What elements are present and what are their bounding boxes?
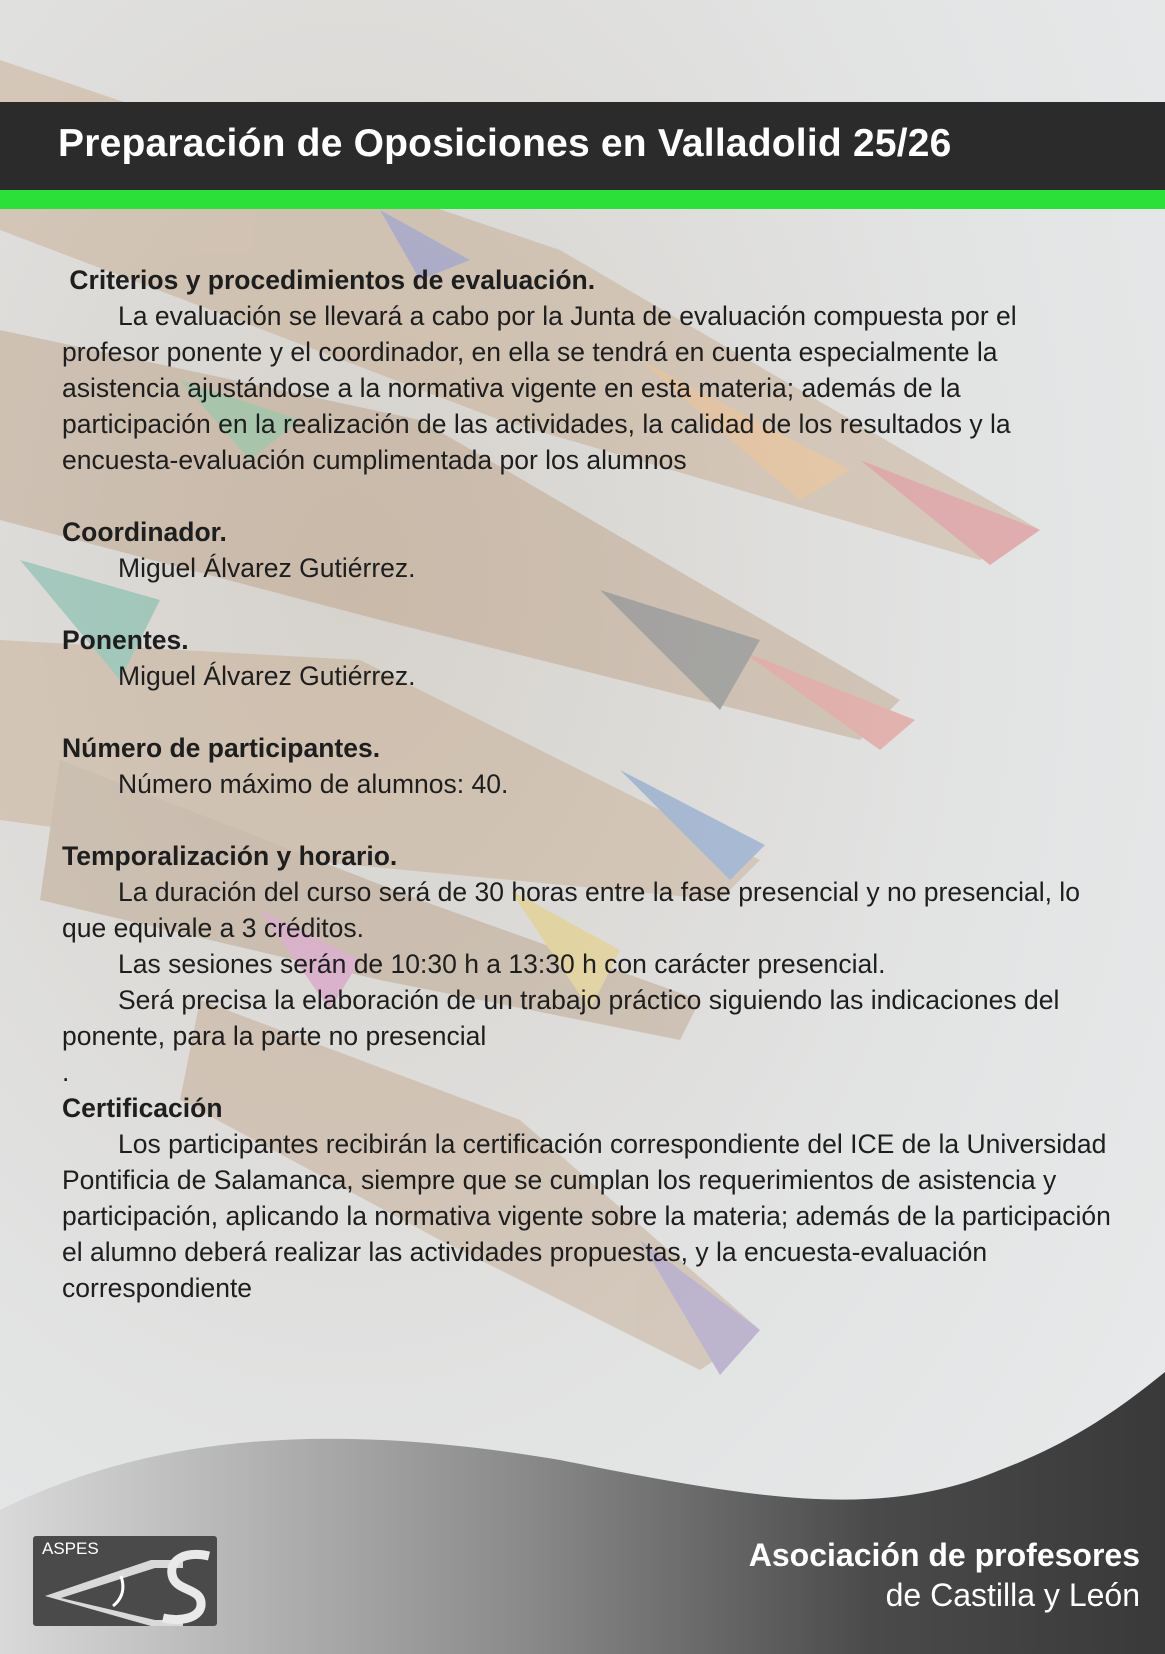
aspes-logo <box>33 1536 217 1626</box>
section-participantes <box>62 730 1112 802</box>
section-certificacion <box>62 1090 1112 1306</box>
section-title-participantes: Número de participantes. <box>62 733 381 763</box>
section-body-coordinador: Miguel Álvarez Gutiérrez. <box>118 553 416 583</box>
organization-name <box>749 1535 1140 1615</box>
section-body-temporalizacion-duracion: La duración del curso será de 30 horas entre la fase presencial y no presencial, lo que equivale a 3 créditos. <box>62 877 1080 943</box>
section-body-criterios: La evaluación se llevará a cabo por la Junta de evaluación compuesta por el profesor ponente y el coordinador, en ella se tendrá en cuenta especialmente la asistencia ajustándose a la normativa vigente en esta materia; además de la participación en la realización de las actividades, la calidad de los resultados y la encuesta-evaluación cumplimentada por los alumnos <box>62 301 1017 475</box>
section-title-ponentes: Ponentes. <box>62 625 189 655</box>
section-body-temporalizacion-sesiones: Las sesiones serán de 10:30 h a 13:30 h con carácter presencial. <box>118 949 886 979</box>
logo-text: ASPES <box>42 1539 99 1558</box>
section-title-coordinador: Coordinador. <box>62 517 227 547</box>
main-content <box>62 262 1112 1306</box>
section-body-certificacion: Los participantes recibirán la certificación correspondiente del ICE de la Universidad Pontificia de Salamanca, siempre que se cumplan los requerimientos de asistencia y participación, aplicando la normativa vigente sobre la materia; además de la participación el alumno deberá realizar las actividades propuestas, y la encuesta-evaluación correspondiente <box>62 1129 1111 1303</box>
org-name-line1: Asociación de profesores <box>748 1537 1140 1573</box>
page-title: Preparación de Oposiciones en Valladolid 25/26 <box>58 122 952 165</box>
section-coordinador <box>62 514 1112 586</box>
section-body-ponentes: Miguel Álvarez Gutiérrez. <box>118 661 416 691</box>
section-title-certificacion: Certificación <box>62 1093 223 1123</box>
section-body-temporalizacion-trabajo: Será precisa la elaboración de un trabajo práctico siguiendo las indicaciones del ponente, para la parte no presencial <box>62 985 1060 1051</box>
green-accent-bar <box>0 190 1165 209</box>
section-body-participantes: Número máximo de alumnos: 40. <box>118 769 509 799</box>
section-title-criterios: Criterios y procedimientos de evaluación. <box>62 265 596 295</box>
org-name-line2: de Castilla y León <box>885 1577 1140 1613</box>
section-title-temporalizacion: Temporalización y horario. <box>62 841 398 871</box>
header-bar <box>0 102 1165 190</box>
section-criterios <box>62 262 1112 478</box>
section-ponentes <box>62 622 1112 694</box>
section-temporalizacion <box>62 838 1112 1090</box>
trailing-period: . <box>62 1057 70 1087</box>
